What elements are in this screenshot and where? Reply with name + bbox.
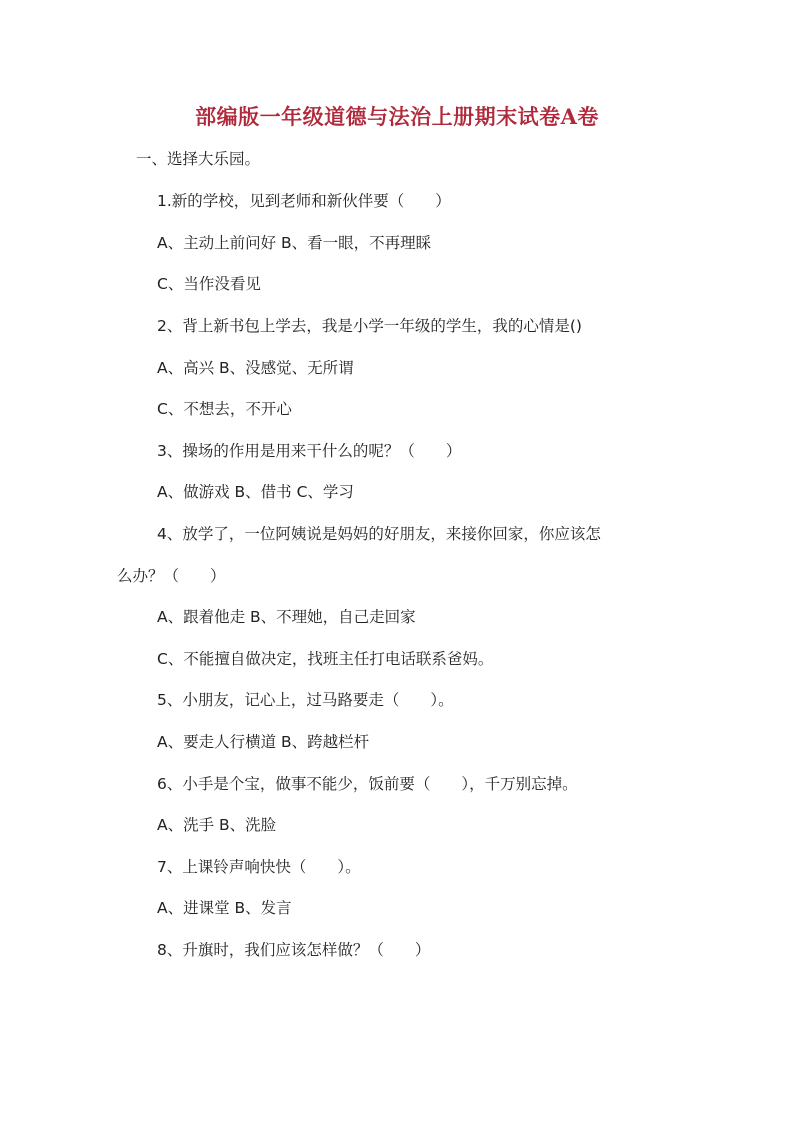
question-4-option-c: C、不能擅自做决定，找班主任打电话联系爸妈。 bbox=[157, 650, 494, 668]
question-2: 2、背上新书包上学去，我是小学一年级的学生，我的心情是() bbox=[157, 317, 582, 335]
section-heading: 一、选择大乐园。 bbox=[136, 150, 261, 168]
question-1-option-c: C、当作没看见 bbox=[157, 275, 261, 293]
exam-title: 部编版一年级道德与法治上册期末试卷A卷 bbox=[195, 104, 599, 129]
question-5: 5、小朋友，记心上，过马路要走（ ）。 bbox=[157, 691, 454, 709]
question-3-options: A、做游戏 B、借书 C、学习 bbox=[157, 483, 354, 501]
question-6-options: A、洗手 B、洗脸 bbox=[157, 816, 277, 834]
question-4-continued: 么办？（ ） bbox=[117, 567, 226, 585]
question-7: 7、上课铃声响快快（ ）。 bbox=[157, 858, 361, 876]
question-6: 6、小手是个宝，做事不能少，饭前要（ ），千万别忘掉。 bbox=[157, 775, 578, 793]
question-2-option-c: C、不想去，不开心 bbox=[157, 400, 292, 418]
question-1-options-ab: A、主动上前问好 B、看一眼，不再理睬 bbox=[157, 234, 432, 252]
question-3: 3、操场的作用是用来干什么的呢？（ ） bbox=[157, 442, 462, 460]
question-8: 8、升旗时，我们应该怎样做？（ ） bbox=[157, 941, 431, 959]
question-4-options-ab: A、跟着他走 B、不理她，自己走回家 bbox=[157, 608, 416, 626]
question-1: 1.新的学校，见到老师和新伙伴要（ ） bbox=[157, 192, 451, 210]
question-5-options: A、要走人行横道 B、跨越栏杆 bbox=[157, 733, 370, 751]
question-4: 4、放学了，一位阿姨说是妈妈的好朋友，来接你回家，你应该怎 bbox=[157, 525, 601, 543]
question-7-options: A、进课堂 B、发言 bbox=[157, 899, 292, 917]
question-2-options-ab: A、高兴 B、没感觉、无所谓 bbox=[157, 359, 354, 377]
